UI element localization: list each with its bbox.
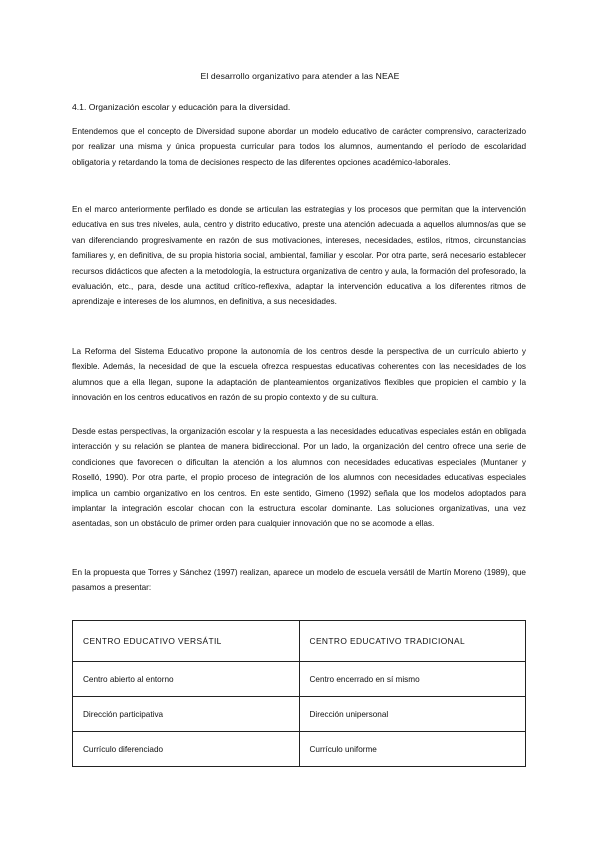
table-row — [73, 697, 526, 732]
paragraph-4: Desde estas perspectivas, la organización escolar y la respuesta a las necesidades educativas especiales están en obligada interacción y su relación se plantea de manera bidireccional. Por un lado, la organización del centro ofrece una serie de condiciones que favorecen o dificultan la atención a los alumnos con necesidades educativas especiales (Muntaner y Roselló, 1990). Por otra parte, el propio proceso de integración de los alumnos con necesidades educativas especiales implica un cambio organizativo en los centros. En este sentido, Gimeno (1992) señala que los modelos adoptados para implantar la integración escolar chocan con la estructura escolar dominante. Las soluciones organizativas, una vez asentadas, son un obstáculo de primer orden para cualquier innovación que no se acomode a ellas. — [72, 427, 526, 529]
table-cell: Currículo uniforme — [299, 732, 526, 767]
table-row — [73, 732, 526, 767]
table-row — [73, 662, 526, 697]
paragraph-2: En el marco anteriormente perfilado es donde se articulan las estrategias y los procesos que permitan que la intervención educativa en sus tres niveles, aula, centro y distrito educativo, preste una atención adecuada a aquellos alumnos/as que se van diferenciando progresivamente en razón de sus motivaciones, intereses, necesidades, estilos, ritmos, circunstancias familiares y, en definitiva, de su propia historia social, ambiental, familiar y escolar. Por otra parte, será necesario establecer recursos didácticos que afecten a la metodología, la estructura organizativa de centro y aula, la formación del profesorado, la evaluación, etc., para, desde una actitud crítico-reflexiva, adaptar la intervención educativa a los diferentes ritmos de aprendizaje e intereses de los alumnos, en definitiva, a sus necesidades. — [72, 205, 526, 307]
table-header-cell: CENTRO EDUCATIVO VERSÁTIL — [73, 621, 300, 662]
table-header-row — [73, 621, 526, 662]
table-cell: Currículo diferenciado — [73, 732, 300, 767]
comparison-table — [72, 620, 526, 767]
paragraph-5: En la propuesta que Torres y Sánchez (1997) realizan, aparece un modelo de escuela versátil de Martín Moreno (1989), que pasamos a presentar: — [72, 568, 526, 593]
table-header-cell: CENTRO EDUCATIVO TRADICIONAL — [299, 621, 526, 662]
paragraph-3: La Reforma del Sistema Educativo propone la autonomía de los centros desde la perspectiva de un currículo abierto y flexible. Además, la necesidad de que la escuela ofrezca respuestas educativas coherentes con las necesidades de los alumnos que a ella llegan, supone la adaptación de planteamientos organizativos flexibles que propicien el cambio y la innovación en los centros educativos en razón de su propio contexto y de su cultura. — [72, 347, 526, 403]
section-heading: 4.1. Organización escolar y educación para la diversidad. — [72, 102, 291, 112]
paragraph-1: Entendemos que el concepto de Diversidad supone abordar un modelo educativo de carácter comprensivo, caracterizado por realizar una misma y única propuesta curricular para todos los alumnos, aumentando el período de escolaridad obligatoria y retardando la toma de decisiones respecto de las diferentes opciones académico-laborales. — [72, 127, 526, 167]
page-title: El desarrollo organizativo para atender a las NEAE — [200, 71, 400, 81]
table-cell: Dirección participativa — [73, 697, 300, 732]
table-cell: Dirección unipersonal — [299, 697, 526, 732]
table-cell: Centro abierto al entorno — [73, 662, 300, 697]
table-cell: Centro encerrado en sí mismo — [299, 662, 526, 697]
